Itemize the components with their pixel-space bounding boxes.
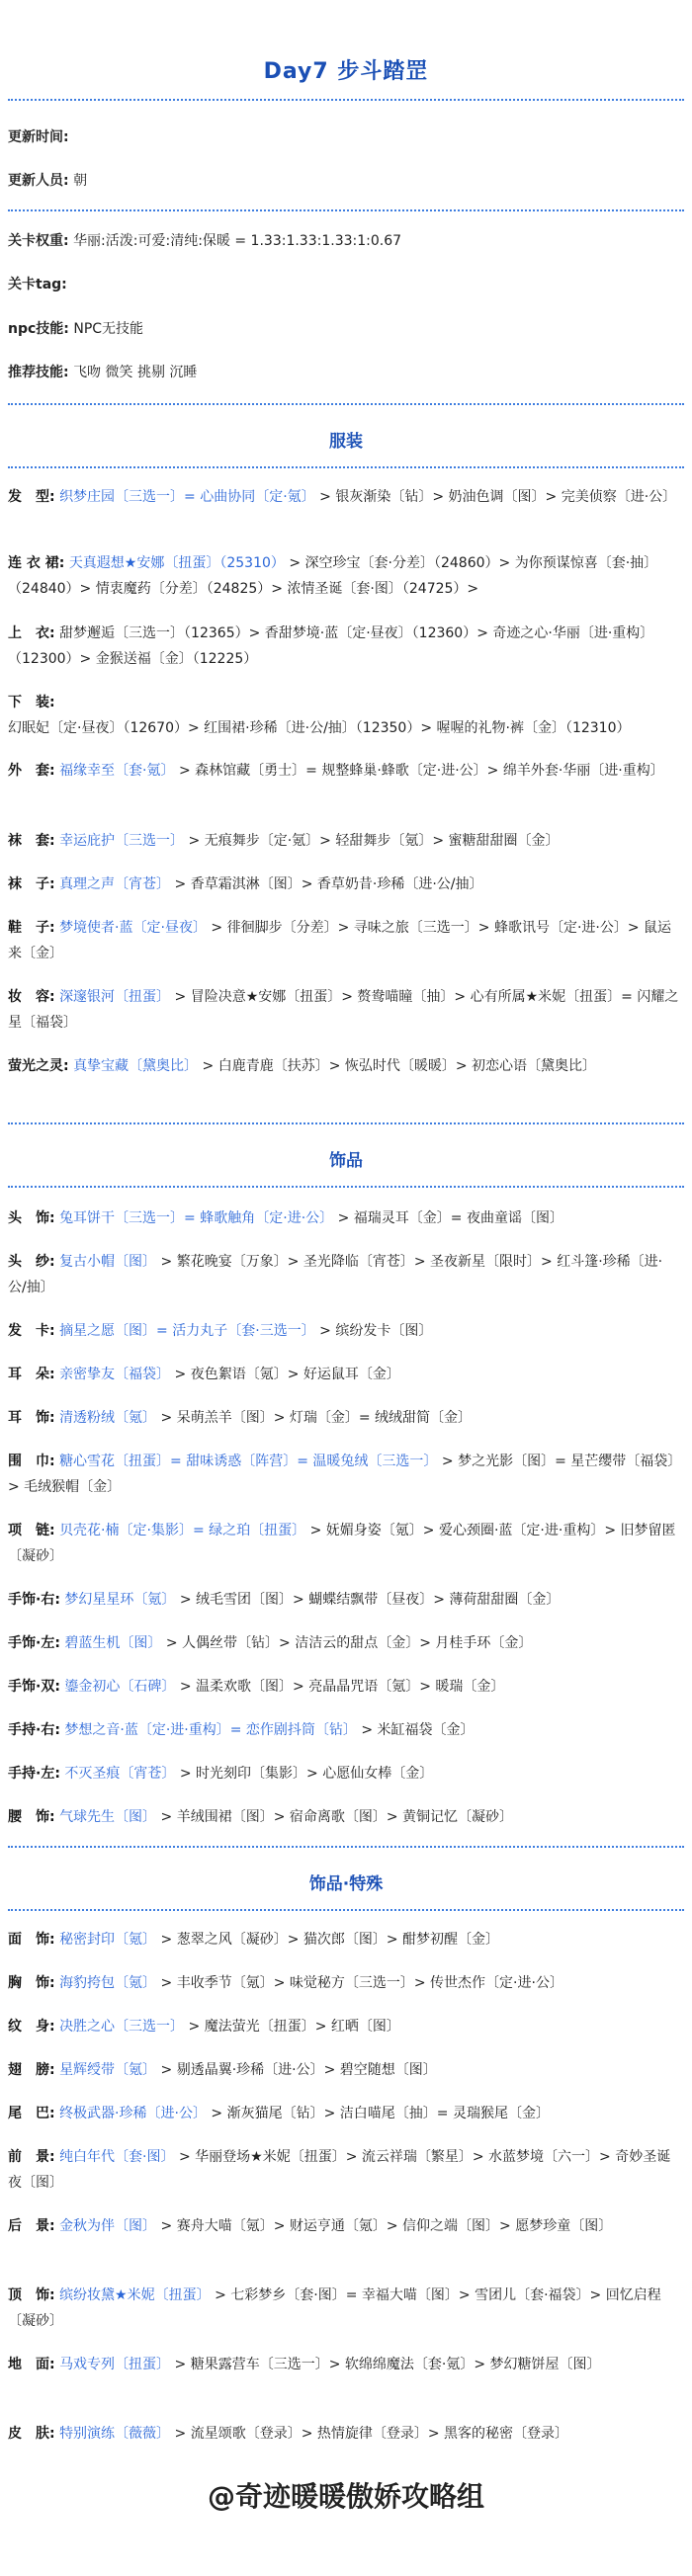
- list-item: [8, 2014, 680, 2039]
- divider: [8, 1186, 684, 1188]
- list-item: [8, 1205, 680, 1231]
- list-item: [8, 1587, 680, 1613]
- item-top-pick: 气球先生〔图〕: [59, 1809, 157, 1825]
- list-item: [8, 2057, 680, 2083]
- list-item: [8, 984, 680, 1036]
- list-item: [8, 690, 680, 741]
- weight-value: 华丽:活泼:可爱:清纯:保暖 = 1.33:1.33:1.33:1:0.67: [73, 233, 402, 249]
- list-item: [8, 2213, 680, 2239]
- item-alternatives: 甜梦邂逅〔三选一〕（12365）> 香甜梦境·蓝〔定·昼夜〕（12360）> 奇迹之心·华丽〔进·重构〕（12300）> 金猴送福〔金〕（12225）: [8, 625, 654, 667]
- item-label: 耳 朵:: [8, 1367, 55, 1382]
- update-time-label: 更新时间:: [8, 129, 69, 145]
- skill-label: 推荐技能:: [8, 365, 69, 380]
- item-top-pick: 亲密挚友〔福袋〕: [59, 1367, 171, 1382]
- npc-label: npc技能:: [8, 321, 69, 337]
- list-item: [8, 1970, 680, 1996]
- item-label: 袜 子:: [8, 876, 55, 892]
- item-alternatives: > 妩媚身姿〔氪〕> 爱心颈圈·蓝〔定·进·重构〕> 旧梦留匿〔凝砂〕: [8, 1523, 676, 1564]
- list-item: [8, 2421, 680, 2447]
- item-top-pick: 梦境使者·蓝〔定·昼夜〕: [59, 920, 207, 936]
- divider: [8, 1846, 684, 1848]
- item-alternatives: > 米缸福袋〔金〕: [361, 1722, 475, 1738]
- item-label: 手持·右:: [8, 1722, 60, 1738]
- skill-row: [8, 362, 197, 381]
- item-top-pick: 星辉绶带〔氪〕: [59, 2062, 157, 2078]
- item-alternatives: > 白鹿青鹿〔扶苏〕> 恢弘时代〔暖暖〕> 初恋心语〔黛奥比〕: [202, 1058, 597, 1074]
- list-item: [8, 621, 680, 672]
- item-alternatives: > 夜色絮语〔氪〕> 好运鼠耳〔金〕: [174, 1367, 400, 1382]
- npc-value: NPC无技能: [73, 321, 144, 337]
- item-alternatives: > 羊绒围裙〔图〕> 宿命离歌〔图〕> 黄铜记忆〔凝砂〕: [160, 1809, 514, 1825]
- list-item: [8, 550, 680, 602]
- item-alternatives: > 七彩梦乡〔套·图〕= 幸福大喵〔图〕> 雪团儿〔套·福袋〕> 回忆启程〔凝砂〕: [8, 2287, 661, 2329]
- item-label: 下 装:: [8, 695, 55, 710]
- item-label: 头 纱:: [8, 1254, 55, 1270]
- item-alternatives: > 绒毛雪团〔图〕> 蝴蝶结飘带〔昼夜〕> 薄荷甜甜圈〔金〕: [179, 1592, 561, 1608]
- item-label: 项 链:: [8, 1523, 55, 1538]
- item-label: 纹 身:: [8, 2019, 55, 2035]
- weight-label: 关卡权重:: [8, 233, 69, 249]
- item-alternatives: > 银灰渐染〔钻〕> 奶油色调〔图〕> 完美侦察〔进·公〕: [319, 489, 677, 505]
- item-label: 连 衣 裙:: [8, 555, 65, 571]
- item-top-pick: 梦想之音·蓝〔定·进·重构〕= 恋作剧抖筒〔钻〕: [64, 1722, 357, 1738]
- item-top-pick: 幸运庇护〔三选一〕: [59, 833, 185, 849]
- item-alternatives: > 冒险决意★安娜〔扭蛋〕> 赘鸯喵瞳〔抽〕> 心有所属★米妮〔扭蛋〕= 闪耀之星〔福袋〕: [8, 989, 679, 1031]
- tag-row: [8, 274, 67, 293]
- item-label: 手持·左:: [8, 1766, 60, 1782]
- item-label: 上 衣:: [8, 625, 55, 641]
- list-item: [8, 1804, 680, 1830]
- list-item: [8, 1449, 680, 1500]
- item-top-pick: 纯白年代〔套·图〕: [59, 2149, 175, 2165]
- item-top-pick: 真挚宝藏〔黛奥比〕: [73, 1058, 199, 1074]
- skill-value: 飞吻 微笑 挑剔 沉睡: [73, 365, 198, 380]
- item-label: 面 饰:: [8, 1932, 55, 1948]
- item-top-pick: 缤纷妆黛★米妮〔扭蛋〕: [59, 2287, 211, 2303]
- list-item: [8, 1249, 680, 1300]
- list-item: [8, 2101, 680, 2126]
- section-title-special-accessories: 饰品·特殊: [308, 1874, 384, 1894]
- divider: [8, 209, 684, 211]
- list-item: [8, 1318, 680, 1344]
- item-top-pick: 清透粉绒〔氪〕: [59, 1410, 157, 1426]
- item-label: 鞋 子:: [8, 920, 55, 936]
- item-label: 前 景:: [8, 2149, 55, 2165]
- updater-label: 更新人员:: [8, 173, 69, 189]
- item-label: 围 巾:: [8, 1454, 55, 1469]
- item-top-pick: 摘星之愿〔图〕= 活力丸子〔套·三选一〕: [59, 1323, 315, 1339]
- item-label: 袜 套:: [8, 833, 55, 849]
- item-alternatives: > 森林馆藏〔勇士〕= 规整蜂巢·蜂歌〔定·进·公〕> 绵羊外套·华丽〔进·重构〕: [178, 763, 664, 779]
- item-alternatives: > 人偶丝带〔钻〕> 洁洁云的甜点〔金〕> 月桂手环〔金〕: [165, 1635, 533, 1651]
- item-top-pick: 马戏专列〔扭蛋〕: [59, 2357, 171, 2372]
- item-top-pick: 碧蓝生机〔图〕: [64, 1635, 162, 1651]
- item-top-pick: 贝壳花·楠〔定·集影〕= 绿之珀〔扭蛋〕: [59, 1523, 306, 1538]
- list-item: [8, 1927, 680, 1953]
- item-alternatives: > 糖果露营车〔三选一〕> 软绵绵魔法〔套·氪〕> 梦幻糖饼屋〔图〕: [174, 2357, 601, 2372]
- updater-row: [8, 170, 87, 190]
- list-item: [8, 1405, 680, 1431]
- item-top-pick: 金秋为伴〔图〕: [59, 2218, 157, 2234]
- item-top-pick: 终极武器·珍稀〔进·公〕: [59, 2106, 207, 2121]
- item-label: 外 套:: [8, 763, 55, 779]
- item-alternatives: > 丰收季节〔氪〕> 味觉秘方〔三选一〕> 传世杰作〔定·进·公〕: [160, 1975, 563, 1991]
- item-label: 顶 饰:: [8, 2287, 55, 2303]
- item-top-pick: 秘密封印〔氪〕: [59, 1932, 157, 1948]
- item-top-pick: 海豹挎包〔氪〕: [59, 1975, 157, 1991]
- item-alternatives: > 剔透晶翼·珍稀〔进·公〕> 碧空随想〔图〕: [160, 2062, 437, 2078]
- section-title-clothing: 服装: [329, 432, 363, 452]
- item-top-pick: 梦幻星星环〔氪〕: [64, 1592, 176, 1608]
- watermark-credit: @奇迹暖暖傲娇攻略组: [207, 2480, 484, 2513]
- list-item: [8, 484, 680, 510]
- item-alternatives: > 呆萌羔羊〔图〕> 灯瑞〔金〕= 绒绒甜简〔金〕: [160, 1410, 473, 1426]
- page-title: Day7 步斗踏罡: [263, 59, 429, 84]
- item-alternatives: > 温柔欢歌〔图〕> 亮晶晶咒语〔氪〕> 暖瑞〔金〕: [179, 1679, 505, 1695]
- divider: [8, 1122, 684, 1124]
- item-label: 后 景:: [8, 2218, 55, 2234]
- list-item: [8, 872, 680, 897]
- item-top-pick: 糖心雪花〔扭蛋〕= 甜味诱惑〔阵营〕= 温暖兔绒〔三选一〕: [59, 1454, 438, 1469]
- list-item: [8, 1674, 680, 1700]
- item-label: 耳 饰:: [8, 1410, 55, 1426]
- list-item: [8, 1630, 680, 1656]
- item-alternatives: 幻眠妃〔定·昼夜〕（12670）> 红围裙·珍稀〔进·公/抽〕（12350）> 喔喔的礼物·裤〔金〕（12310）: [8, 720, 631, 736]
- item-top-pick: 真理之声〔宵苍〕: [59, 876, 171, 892]
- item-alternatives: > 时光刻印〔集影〕> 心愿仙女棒〔金〕: [179, 1766, 434, 1782]
- tag-label: 关卡tag:: [8, 277, 67, 292]
- item-alternatives: > 无痕舞步〔定·氪〕> 轻甜舞步〔氪〕> 蜜糖甜甜圈〔金〕: [188, 833, 560, 849]
- list-item: [8, 2283, 680, 2334]
- section-title-accessories: 饰品: [329, 1151, 363, 1171]
- item-label: 皮 肤:: [8, 2426, 55, 2442]
- list-item: [8, 828, 680, 854]
- item-top-pick: 福缘幸至〔套·氪〕: [59, 763, 175, 779]
- item-label: 手饰·右:: [8, 1592, 60, 1608]
- update-time-row: [8, 126, 69, 146]
- item-top-pick: 不灭圣痕〔宵苍〕: [64, 1766, 176, 1782]
- item-label: 腰 饰:: [8, 1809, 55, 1825]
- item-top-pick: 特别演练〔薇薇〕: [59, 2426, 171, 2442]
- item-label: 尾 巴:: [8, 2106, 55, 2121]
- item-alternatives: > 赛舟大喵〔氪〕> 财运亨通〔氪〕> 信仰之端〔图〕> 愿梦珍童〔图〕: [160, 2218, 613, 2234]
- item-alternatives: > 福瑞灵耳〔金〕= 夜曲童谣〔图〕: [337, 1210, 563, 1226]
- item-label: 胸 饰:: [8, 1975, 55, 1991]
- list-item: [8, 1761, 680, 1787]
- item-label: 手饰·左:: [8, 1635, 60, 1651]
- item-top-pick: 兔耳饼干〔三选一〕= 蜂歌触角〔定·进·公〕: [59, 1210, 334, 1226]
- list-item: [8, 1717, 680, 1743]
- item-label: 萤光之灵:: [8, 1058, 69, 1074]
- item-alternatives: > 繁花晚宴〔万象〕> 圣光降临〔宵苍〕> 圣夜新星〔限时〕> 红斗篷·珍稀〔进·公/抽〕: [8, 1254, 663, 1295]
- item-label: 妆 容:: [8, 989, 55, 1005]
- item-label: 发 卡:: [8, 1323, 55, 1339]
- item-alternatives: > 渐灰猫尾〔钻〕> 洁白喵尾〔抽〕= 灵瑞猴尾〔金〕: [211, 2106, 550, 2121]
- item-label: 地 面:: [8, 2357, 55, 2372]
- list-item: [8, 2352, 680, 2377]
- item-top-pick: 织梦庄园〔三选一〕= 心曲协同〔定·氪〕: [59, 489, 315, 505]
- item-alternatives: > 葱翠之风〔凝砂〕> 猫次郎〔图〕> 酣梦初醒〔金〕: [160, 1932, 500, 1948]
- item-label: 发 型:: [8, 489, 55, 505]
- item-alternatives: > 深空珍宝〔套·分差〕（24860）> 为你预谋惊喜〔套·抽〕（24840）> 情衷魔药〔分差〕（24825）> 浓情圣诞〔套·图〕（24725）>: [8, 555, 658, 597]
- divider: [8, 99, 684, 101]
- item-label: 翅 膀:: [8, 2062, 55, 2078]
- item-alternatives: > 梦之光影〔图〕= 星芒缨带〔福袋〕> 毛绒猴帽〔金〕: [8, 1454, 675, 1495]
- list-item: [8, 1053, 680, 1079]
- item-top-pick: 天真遐想★安娜〔扭蛋〕（25310）: [68, 555, 285, 571]
- list-item: [8, 2144, 680, 2196]
- divider: [8, 403, 684, 405]
- item-top-pick: 鎏金初心〔石碑〕: [64, 1679, 176, 1695]
- item-alternatives: > 缤纷发卡〔图〕: [319, 1323, 433, 1339]
- item-alternatives: > 魔法萤光〔扭蛋〕> 红晒〔图〕: [188, 2019, 400, 2035]
- divider: [8, 1909, 684, 1911]
- list-item: [8, 1518, 680, 1569]
- npc-row: [8, 318, 143, 338]
- item-alternatives: > 华丽登场★米妮〔扭蛋〕> 流云祥瑞〔繁星〕> 水蓝梦境〔六一〕> 奇妙圣诞夜〔图〕: [8, 2149, 671, 2191]
- item-alternatives: > 徘徊脚步〔分差〕> 寻味之旅〔三选一〕> 蜂歌讯号〔定·进·公〕> 鼠运来〔金〕: [8, 920, 672, 961]
- item-top-pick: 决胜之心〔三选一〕: [59, 2019, 185, 2035]
- list-item: [8, 758, 680, 784]
- item-alternatives: > 流星颂歌〔登录〕> 热情旋律〔登录〕> 黑客的秘密〔登录〕: [174, 2426, 569, 2442]
- list-item: [8, 1362, 680, 1387]
- item-label: 头 饰:: [8, 1210, 55, 1226]
- updater-value: 朝: [73, 173, 88, 189]
- item-top-pick: 复古小帽〔图〕: [59, 1254, 157, 1270]
- item-label: 手饰·双:: [8, 1679, 60, 1695]
- item-alternatives: > 香草霜淇淋〔图〕> 香草奶昔·珍稀〔进·公/抽〕: [174, 876, 483, 892]
- weight-row: [8, 230, 401, 250]
- list-item: [8, 915, 680, 966]
- item-top-pick: 深邃银河〔扭蛋〕: [59, 989, 171, 1005]
- divider: [8, 466, 684, 468]
